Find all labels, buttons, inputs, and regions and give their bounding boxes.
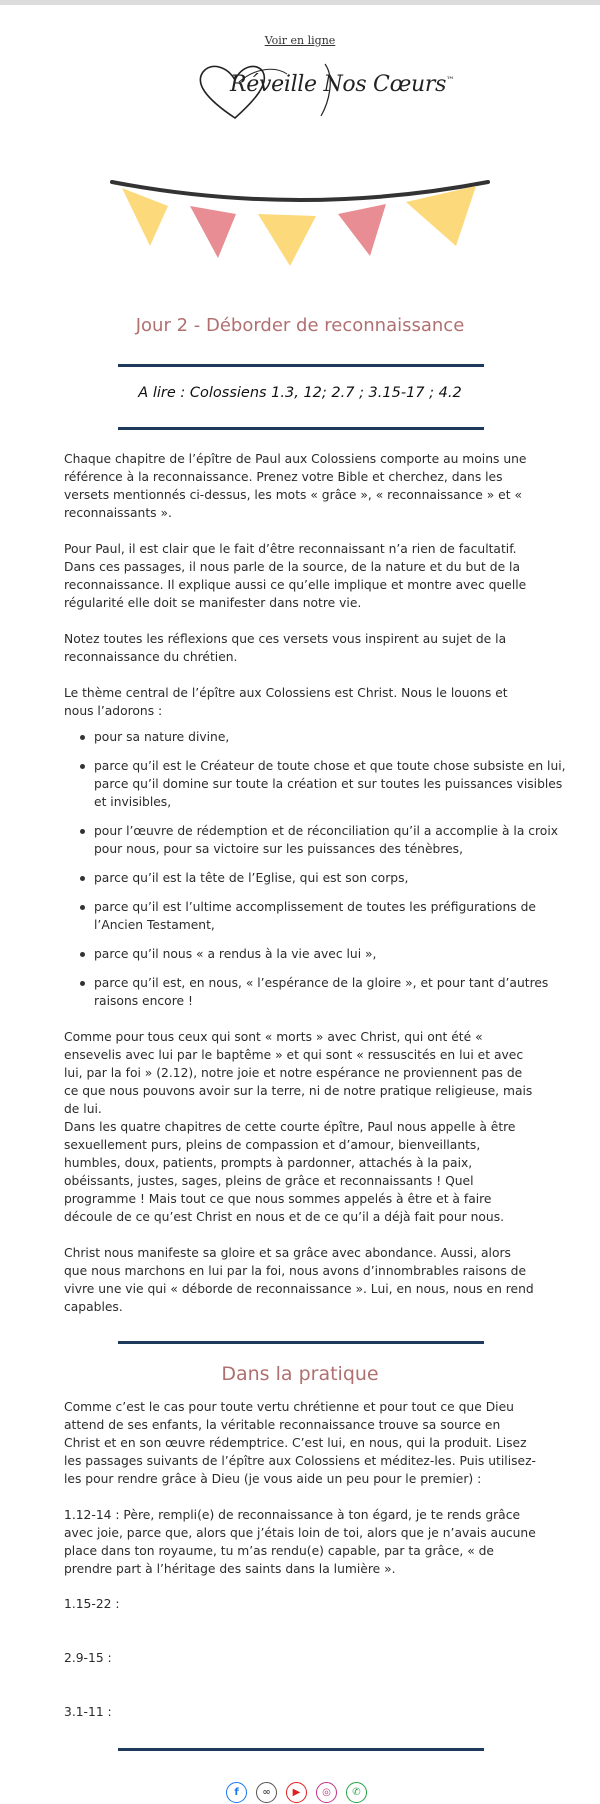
brand-name: Réveille Nos Cœurs™ [230,72,454,97]
divider [118,1341,484,1344]
verse-label: 3.1-11 : [64,1705,112,1719]
facebook-icon[interactable]: f [226,1782,247,1803]
list-item: parce qu’il est le Créateur de toute chose et que toute chose subsiste en lui, parce qu’il domine sur toute la création et sur toutes les puissances visibles et invisibles, [94,759,566,809]
instagram-icon[interactable]: ◎ [316,1782,337,1803]
themes-list [64,728,566,1021]
whatsapp-icon[interactable]: ✆ [346,1782,367,1803]
bunting-flag [338,204,386,256]
paragraph: Chaque chapitre de l’épître de Paul aux Colossiens comporte au moins une référence à la reconnaissance. Prenez votre Bible et cherchez, dans les versets mentionnés ci-dessus, les mots « grâce », « reconnaissance » et « reconnaissants ». [64,452,527,520]
bunting-flag [122,188,168,246]
page-title: Jour 2 - Déborder de reconnaissance [135,315,465,336]
reading-reference: A lire : Colossiens 1.3, 12; 2.7 ; 3.15-17 ; 4.2 [138,385,462,401]
section-heading: Dans la pratique [221,1363,379,1385]
paragraph: Pour Paul, il est clair que le fait d’être reconnaissant n’a rien de facultatif. Dans ces passages, il nous parle de la source, de la nature et du but de la reconnaissance. Il explique aussi ce qu’elle implique et montre avec quelle régularité elle doit se manifester dans notre vie. [64,542,527,610]
divider [118,364,484,367]
list-item: parce qu’il est l’ultime accomplissement de toutes les préfigurations de l’Ancien Testament, [94,898,566,934]
link-icon[interactable]: ∞ [256,1782,277,1803]
paragraph: 1.12-14 : Père, rempli(e) de reconnaissance à ton égard, je te rends grâce avec joie, parce que, alors que j’étais loin de toi, alors que je n’avais aucune place dans ton royaume, tu m’as rendu(e) capable, par ta grâce, « de prendre part à l’héritage des saints dans la lumière ». [64,1508,536,1576]
view-online-link[interactable]: Voir en ligne [264,34,336,47]
youtube-icon[interactable]: ▶ [286,1782,307,1803]
paragraph: Dans les quatre chapitres de cette courte épître, Paul nous appelle à être sexuellement purs, pleins de compassion et d’amour, bienveillants, humbles, doux, patients, prompts à pardonner, attachés à la paix, obéissants, justes, sages, pleins de grâce et reconnaissants ! Quel programme ! Mais tout ce que nous sommes appelés à être et à faire découle de ce qu’est Christ en nous et de ce qu’il a déjà fait pour nous. [64,1120,516,1224]
list-item: pour l’œuvre de rédemption et de réconciliation qu’il a accomplie à la croix pour nous, pour sa victoire sur les puissances des ténèbres, [94,822,566,858]
bunting-banner [108,170,492,270]
paragraph: Christ nous manifeste sa gloire et sa grâce avec abondance. Aussi, alors que nous marchons en lui par la foi, nous avons d’innombrables raisons de vivre une vie qui « déborde de reconnaissance ». Lui, en nous, nous en rend capables. [64,1246,534,1314]
paragraph: Le thème central de l’épître aux Colossiens est Christ. Nous le louons et nous l’adorons : [64,686,508,718]
verse-label: 1.15-22 : [64,1597,120,1611]
social-links [226,1782,367,1804]
list-item: parce qu’il est la tête de l’Eglise, qui est son corps, [94,869,566,887]
paragraph: Comme pour tous ceux qui sont « morts » avec Christ, qui ont été « ensevelis avec lui par le baptême » et qui sont « ressuscités en lui et avec lui, par la foi » (2.12), notre joie et notre espérance ne proviennent pas de ce que nous pouvons avoir sur la terre, ni de notre pratique religieuse, mais de lui. [64,1030,533,1116]
list-item: parce qu’il nous « a rendus à la vie avec lui », [94,945,566,963]
verse-label: 2.9-15 : [64,1651,112,1665]
top-bar [0,0,600,5]
bunting-flag [190,206,236,258]
list-item: parce qu’il est, en nous, « l’espérance de la gloire », et pour tant d’autres raisons encore ! [94,974,566,1010]
bunting-flag [258,214,316,266]
divider [118,1748,484,1751]
list-item: pour sa nature divine, [94,728,566,746]
divider [118,427,484,430]
paragraph: Comme c’est le cas pour toute vertu chrétienne et pour tout ce que Dieu attend de ses enfants, la véritable reconnaissance trouve sa source en Christ et en son œuvre rédemptrice. C’est lui, en nous, qui la produit. Lisez les passages suivants de l’épître aux Colossiens et méditez-les. Puis utilisez-les pour rendre grâce à Dieu (je vous aide un peu pour le premier) : [64,1400,536,1486]
paragraph: Notez toutes les réflexions que ces versets vous inspirent au sujet de la reconnaissance du chrétien. [64,632,507,664]
